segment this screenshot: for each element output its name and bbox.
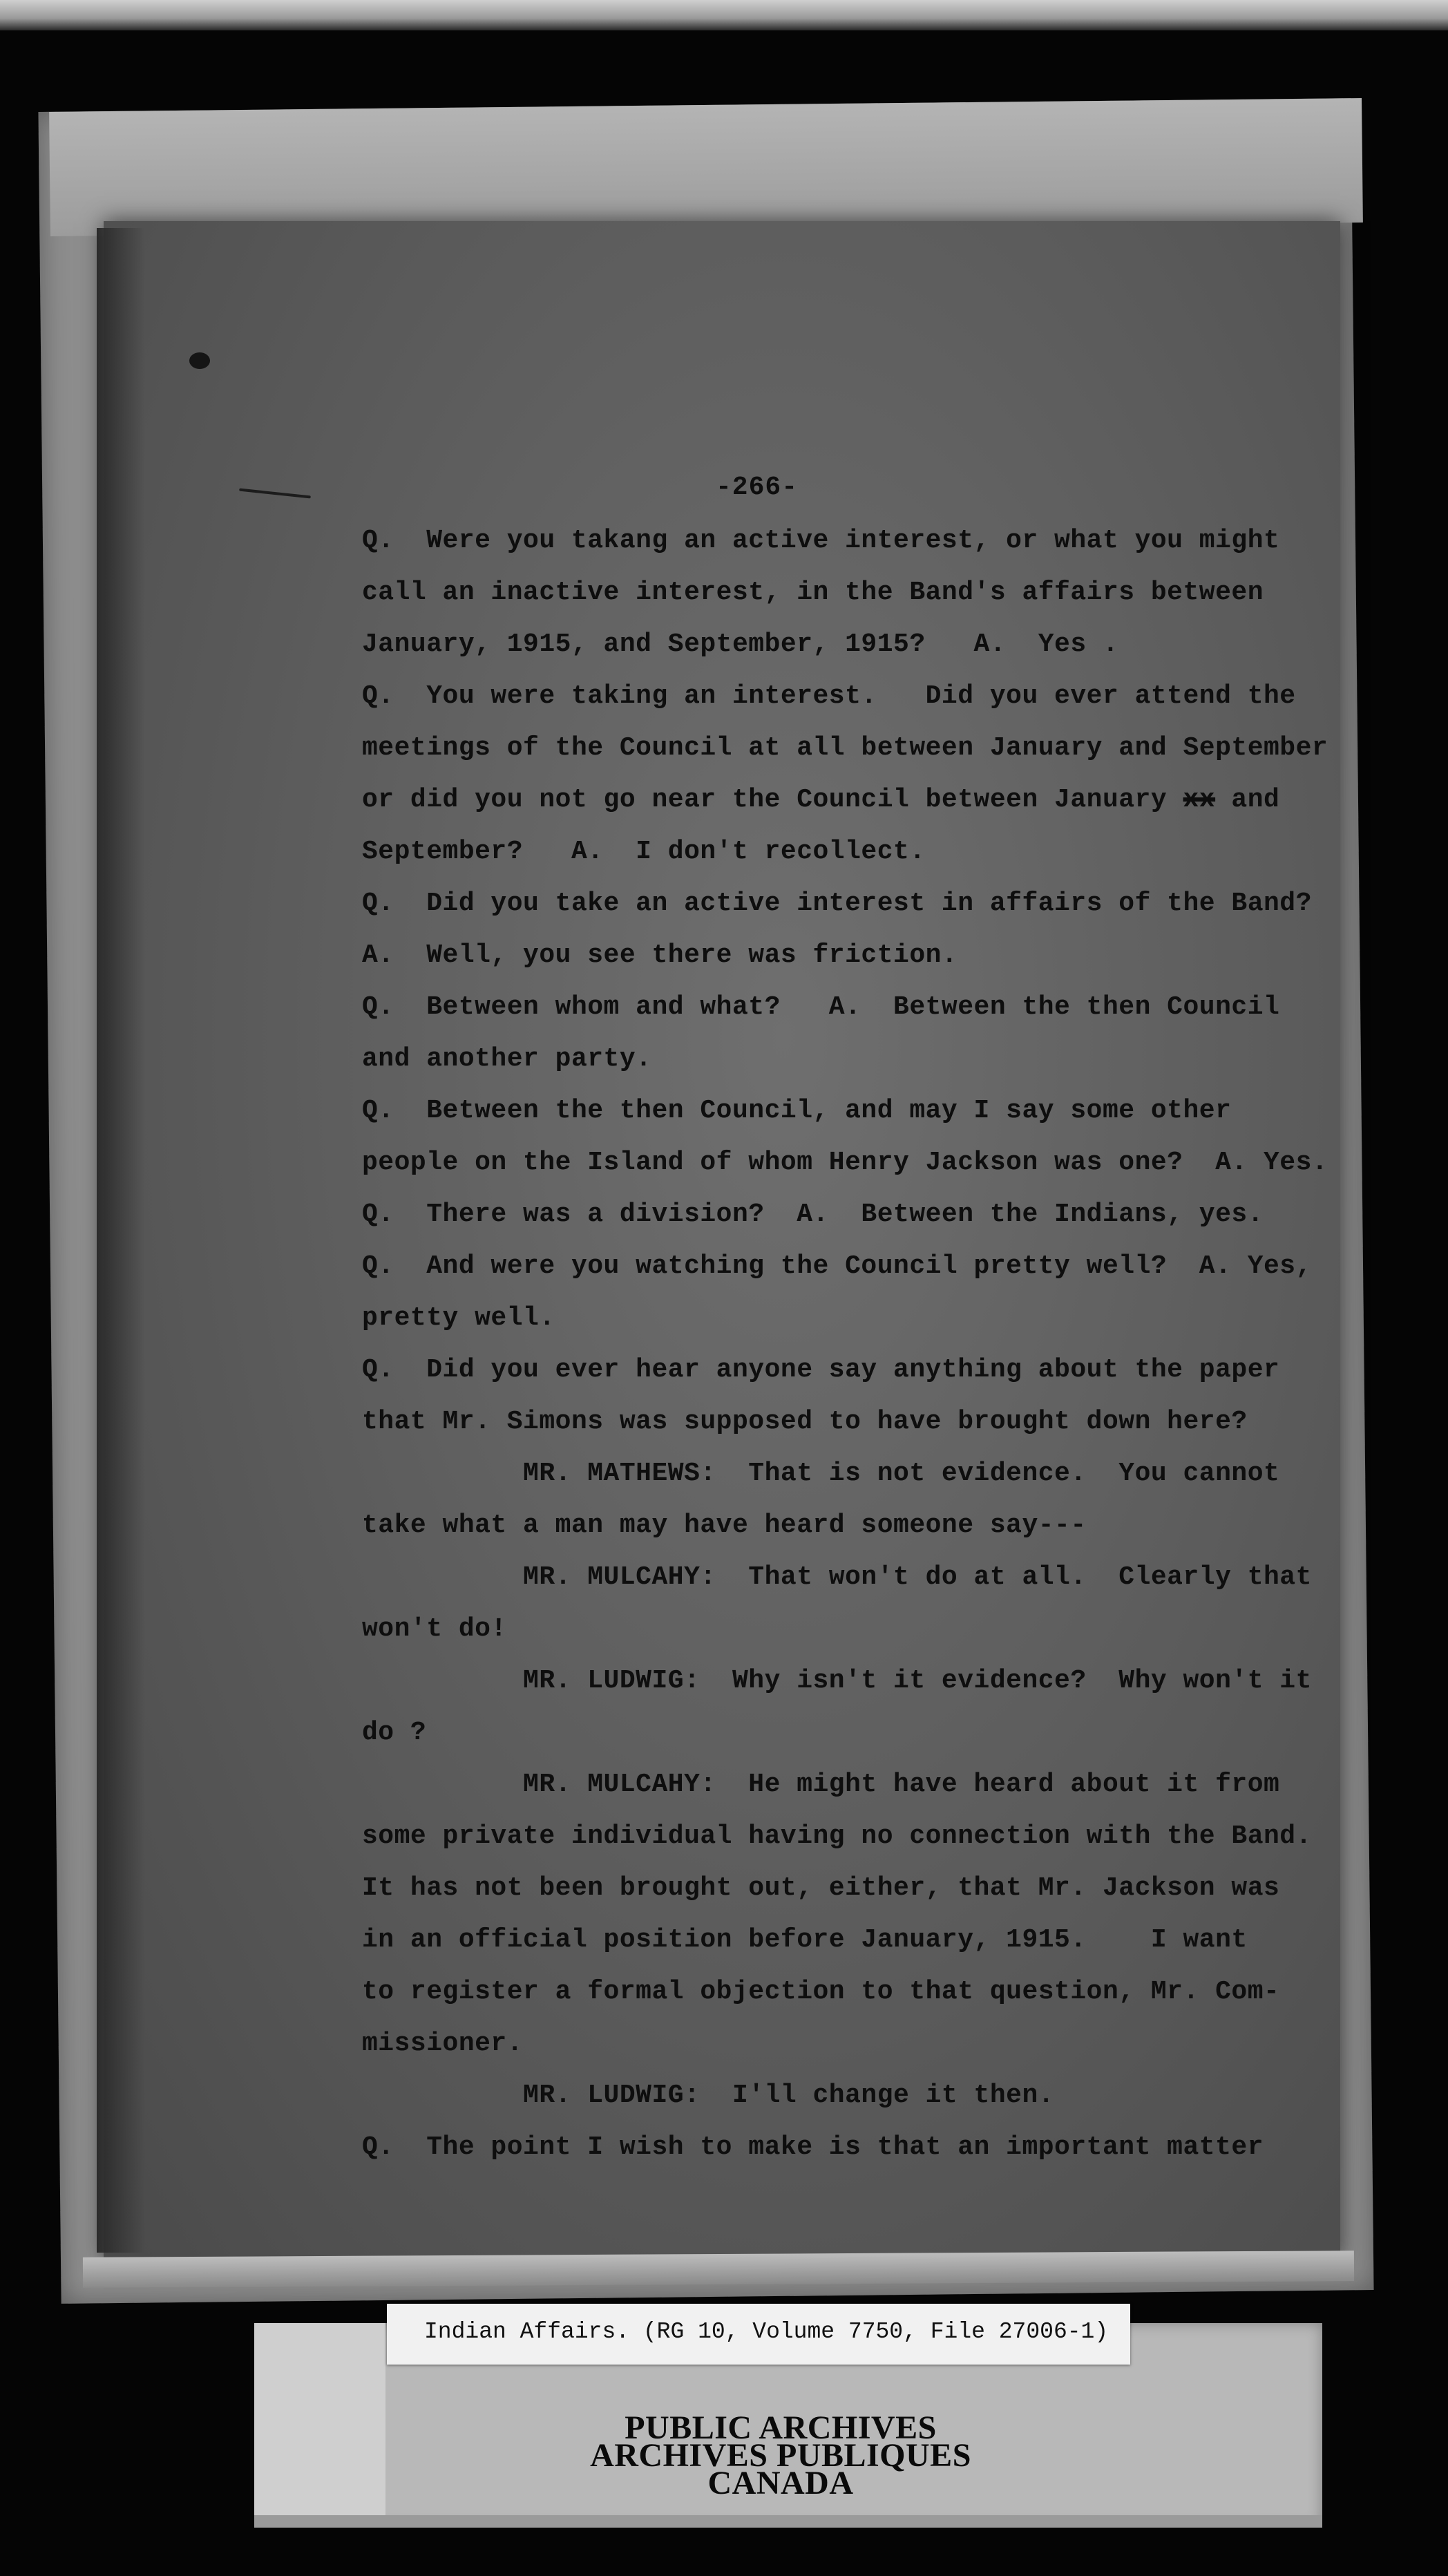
transcript-line: Q. And were you watching the Council pretty well? A. Yes, [362,1251,1312,1281]
stamp-line: PUBLIC ARCHIVES [625,2409,937,2446]
transcript-line: Q. Did you take an active interest in affairs of the Band? [362,889,1312,918]
transcript-line: A. Well, you see there was friction. [362,940,958,970]
transcript-line: and another party. [362,1044,652,1074]
page-shadow [97,228,145,2253]
transcript-line: Q. Were you takang an active interest, or what you might [362,526,1280,556]
transcript-line: or did you not go near the Council between January [362,785,1183,815]
transcript-line: Q. There was a division? A. Between the Indians, yes. [362,1200,1264,1229]
transcript-line: MR. LUDWIG: I'll change it then. [362,2081,1055,2110]
ink-blot-mark [189,352,210,369]
stamp-line: CANADA [707,2465,854,2501]
transcript-line: in an official position before January, 1915. I want [362,1925,1248,1955]
stamp-line: ARCHIVES PUBLIQUES [590,2437,971,2474]
transcript-line: September? A. I don't recollect. [362,837,926,866]
transcript-line: Q. Between the then Council, and may I say some other [362,1096,1232,1126]
transcript-line: missioner. [362,2029,524,2058]
transcript-line: Q. The point I wish to make is that an important matter [362,2132,1264,2162]
transcript-line: MR. MULCAHY: He might have heard about it from [362,1770,1280,1799]
transcript-line: call an inactive interest, in the Band's affairs between [362,578,1264,607]
transcript-line-with-strike [362,787,1279,813]
transcript-line: MR. LUDWIG: Why isn't it evidence? Why won't it [362,1666,1312,1696]
transcript-line: Q. Between whom and what? A. Between the then Council [362,992,1280,1022]
reference-text: Indian Affairs. (RG 10, Volume 7750, File 27006-1) [424,2319,1109,2345]
transcript-line: pretty well. [362,1303,555,1333]
backing-sheet-top [49,98,1363,236]
film-top-edge [0,0,1448,30]
transcript-line: January, 1915, and September, 1915? A. Yes . [362,629,1119,659]
struck-text: xx [1183,785,1216,815]
transcript-line: that Mr. Simons was supposed to have brought down here? [362,1407,1248,1437]
transcript-line: MR. MATHEWS: That is not evidence. You cannot [362,1459,1280,1488]
transcript-line: It has not been brought out, either, that Mr. Jackson was [362,1873,1280,1903]
transcript-line: take what a man may have heard someone say--- [362,1510,1087,1540]
archive-stamp [539,2409,1022,2501]
label-bottom-band [254,2515,1322,2528]
transcript-line: Q. Did you ever hear anyone say anything about the paper [362,1355,1280,1385]
page-number: -266- [716,473,799,502]
transcript-line: won't do! [362,1614,507,1644]
transcript-line: people on the Island of whom Henry Jackson was one? A. Yes. [362,1148,1328,1177]
archive-label-edge [254,2323,385,2528]
transcript-line: some private individual having no connection with the Band. [362,1821,1312,1851]
transcript-line: Q. You were taking an interest. Did you ever attend the [362,681,1296,711]
transcript-line-tail: and [1215,785,1280,815]
transcript-line: meetings of the Council at all between January and September [362,733,1328,763]
transcript-line: to register a formal objection to that question, Mr. Com- [362,1977,1280,2007]
transcript-line: do ? [362,1718,427,1748]
transcript-line: MR. MULCAHY: That won't do at all. Clearly that [362,1562,1312,1592]
